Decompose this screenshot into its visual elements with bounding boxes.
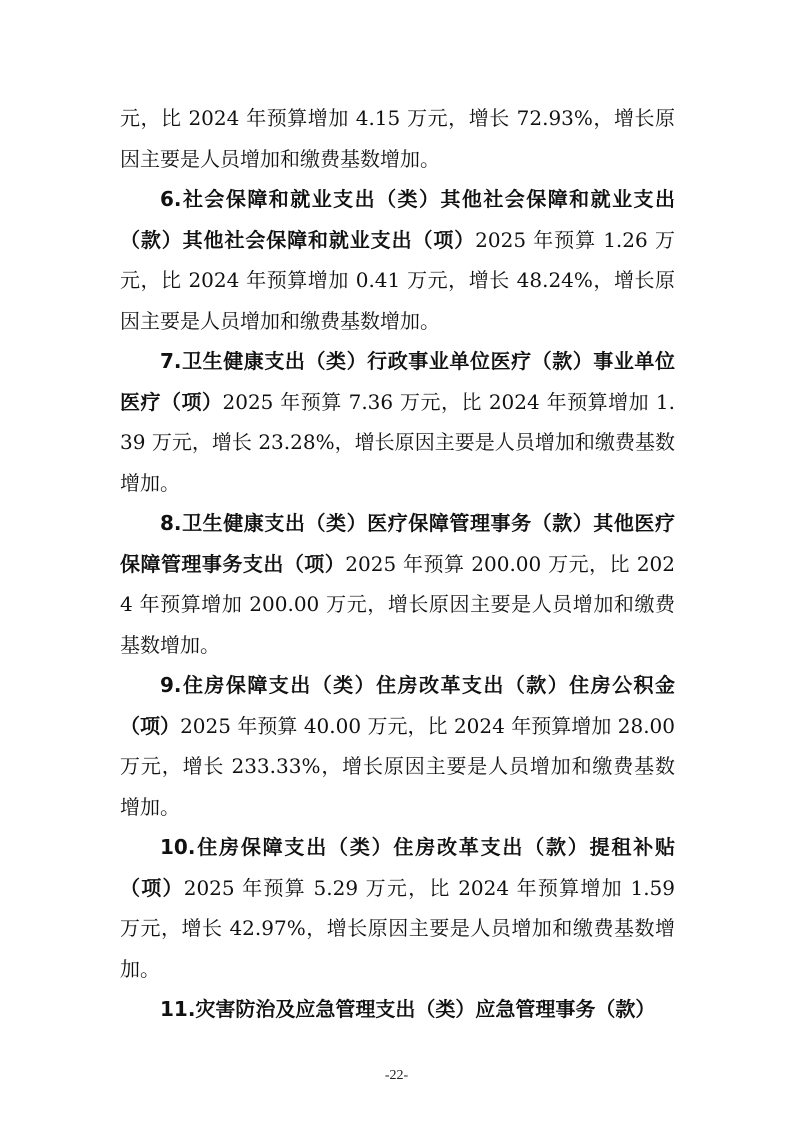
paragraph-heading: 6.社会保障和就业支出（类）其他社会保障和就业支出（款）其他社会保障和就业支出（项）: [120, 187, 675, 252]
paragraph-heading: 9.住房保障支出（类）住房改革支出（款）住房公积金（项）: [120, 673, 675, 738]
page-number: -22-: [384, 1068, 409, 1083]
paragraph-body: 2025 年预算 40.00 万元，比 2024 年预算增加 28.00 万元，增长 233.33%，增长原因主要是人员增加和缴费基数增加。: [120, 713, 675, 819]
paragraph-continuation: [120, 98, 675, 179]
paragraph-item-7: [120, 341, 675, 503]
paragraph-item-6: [120, 179, 675, 341]
paragraph-heading: 11.灾害防治及应急管理支出（类）应急管理事务（款）: [160, 997, 656, 1021]
paragraph-heading: 10.住房保障支出（类）住房改革支出（款）提租补贴（项）: [120, 835, 675, 900]
paragraph-heading: 8.卫生健康支出（类）医疗保障管理事务（款）其他医疗保障管理事务支出（项）: [120, 511, 675, 576]
paragraph-item-8: [120, 503, 675, 665]
paragraph-body: 2025 年预算 5.29 万元，比 2024 年预算增加 1.59 万元，增长 42.97%，增长原因主要是人员增加和缴费基数增加。: [120, 875, 675, 981]
paragraph-body: 元，比 2024 年预算增加 4.15 万元，增长 72.93%，增长原因主要是人员增加和缴费基数增加。: [120, 106, 675, 171]
body-text: [120, 98, 675, 1030]
paragraph-item-11: [120, 989, 675, 1030]
paragraph-item-10: [120, 827, 675, 989]
paragraph-body: 2025 年预算 200.00 万元，比 2024 年预算增加 200.00 万元，增长原因主要是人员增加和缴费基数增加。: [120, 551, 676, 657]
paragraph-heading: 7.卫生健康支出（类）行政事业单位医疗（款）事业单位医疗（项）: [120, 349, 675, 414]
paragraph-body: 2025 年预算 7.36 万元，比 2024 年预算增加 1.39 万元，增长 23.28%，增长原因主要是人员增加和缴费基数增加。: [120, 389, 676, 495]
paragraph-item-9: [120, 665, 675, 827]
paragraph-body: 2025 年预算 1.26 万元，比 2024 年预算增加 0.41 万元，增长 48.24%，增长原因主要是人员增加和缴费基数增加。: [120, 227, 675, 333]
